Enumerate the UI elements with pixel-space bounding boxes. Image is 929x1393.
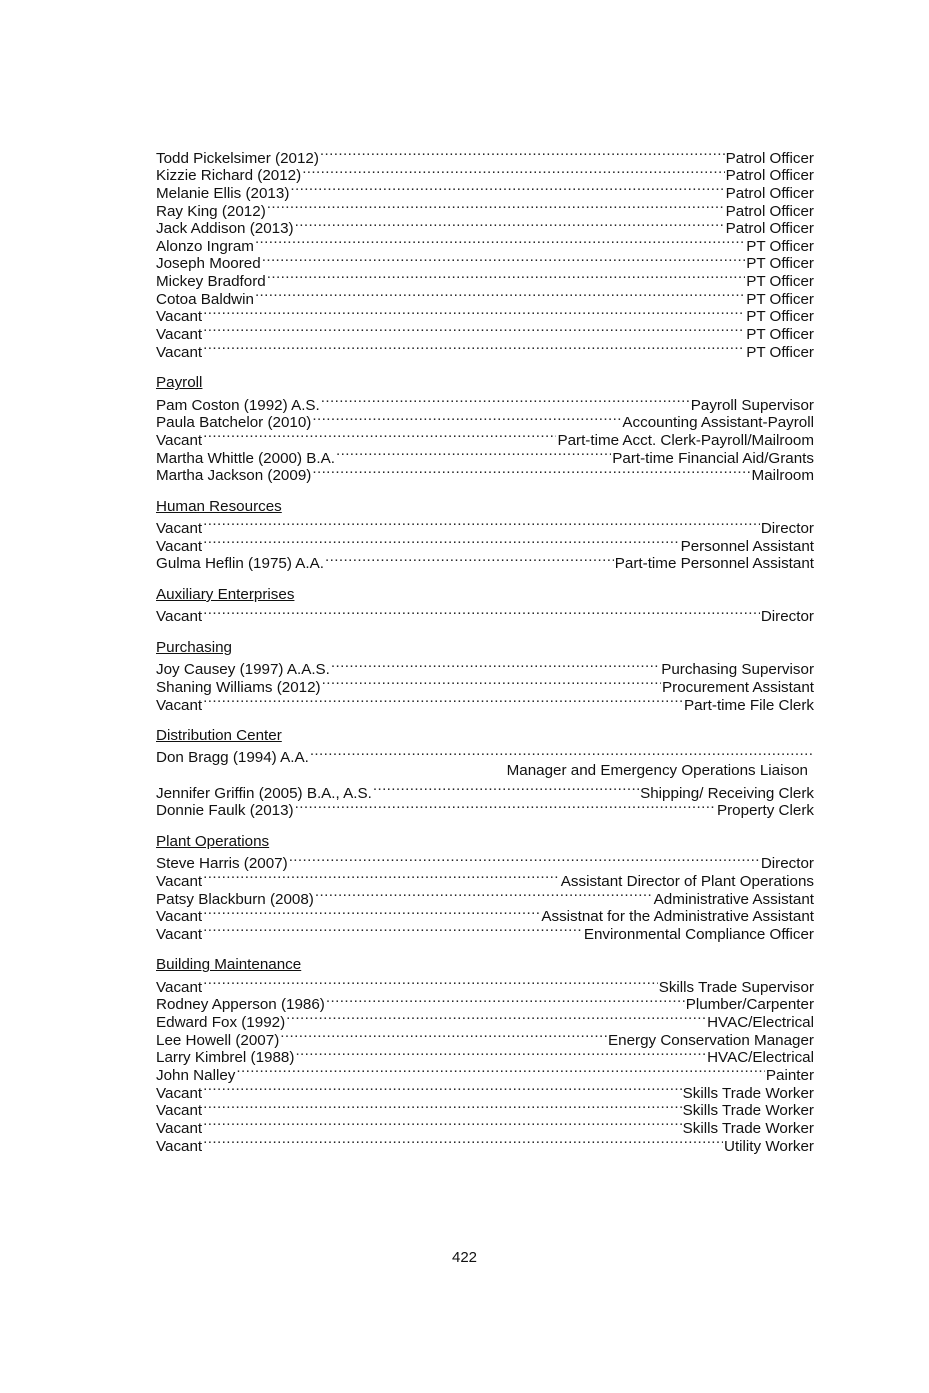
staff-name: Steve Harris (2007)	[156, 855, 288, 873]
section-heading: Auxiliary Enterprises	[156, 586, 295, 604]
staff-title: Patrol Officer	[725, 184, 814, 202]
staff-name: Edward Fox (1992)	[156, 1014, 286, 1032]
staff-title: Skills Trade Supervisor	[658, 978, 814, 996]
staff-title-continuation: Manager and Emergency Operations Liaison	[506, 762, 808, 780]
staff-title: Director	[760, 855, 814, 873]
directory-entry	[156, 145, 814, 167]
staff-name: Martha Jackson (2009)	[156, 467, 312, 485]
staff-name: Patsy Blackburn (2008)	[156, 890, 314, 908]
staff-name: Donnie Faulk (2013)	[156, 802, 294, 820]
staff-title: Environmental Compliance Officer	[583, 925, 814, 943]
directory-section	[156, 956, 814, 1155]
section-heading: Purchasing	[156, 638, 232, 656]
staff-title: Skills Trade Worker	[682, 1119, 814, 1137]
dot-leader	[203, 304, 745, 322]
directory-section	[156, 638, 814, 714]
directory-entry	[156, 392, 814, 414]
staff-title: Part-time Financial Aid/Grants	[612, 449, 814, 467]
directory-entry	[156, 515, 814, 538]
staff-title: PT Officer	[746, 308, 814, 326]
section-heading: Distribution Center	[156, 727, 282, 745]
dot-leader	[321, 392, 690, 410]
staff-name: Kizzie Richard (2012)	[156, 167, 302, 185]
staff-title: Patrol Officer	[725, 220, 814, 238]
section-heading: Plant Operations	[156, 832, 270, 850]
staff-name: Vacant	[156, 343, 203, 361]
staff-title: Skills Trade Worker	[682, 1084, 814, 1102]
dot-leader	[312, 463, 750, 481]
directory-entry	[156, 974, 814, 996]
staff-title: Property Clerk	[716, 802, 814, 820]
dot-leader	[203, 904, 540, 922]
staff-name: Vacant	[156, 608, 203, 626]
dot-leader	[267, 268, 745, 286]
staff-name: Joseph Moored	[156, 255, 261, 273]
dot-leader	[312, 410, 621, 428]
dot-leader	[315, 886, 653, 904]
staff-name: Vacant	[156, 537, 203, 555]
staff-name: Vacant	[156, 431, 203, 449]
dot-leader	[320, 145, 725, 163]
staff-title: Mailroom	[751, 467, 814, 485]
directory-entry	[156, 533, 814, 555]
staff-name: Jack Addison (2013)	[156, 220, 294, 238]
staff-title: PT Officer	[746, 290, 814, 308]
dot-leader	[310, 745, 813, 763]
directory-section	[156, 145, 814, 361]
staff-title: Shipping/ Receiving Clerk	[640, 784, 814, 802]
staff-name: Vacant	[156, 696, 203, 714]
dot-leader	[295, 1045, 706, 1063]
dot-leader	[203, 1115, 681, 1133]
staff-name: Todd Pickelsimer (2012)	[156, 149, 319, 167]
staff-title: Plumber/Carpenter	[685, 996, 814, 1014]
staff-title: Accounting Assistant-Payroll	[622, 414, 814, 432]
directory-entry	[156, 304, 814, 326]
dot-leader	[262, 251, 745, 269]
dot-leader	[267, 198, 725, 216]
staff-name: Vacant	[156, 925, 203, 943]
directory-entry	[156, 251, 814, 273]
staff-title: Assistnat for the Administrative Assistant	[541, 908, 814, 926]
staff-title: PT Officer	[746, 326, 814, 344]
staff-title: HVAC/Electrical	[707, 1049, 814, 1067]
staff-title: Energy Conservation Manager	[608, 1031, 814, 1049]
staff-title: Administrative Assistant	[653, 890, 814, 908]
dot-leader	[326, 992, 685, 1010]
staff-title: Part-time Acct. Clerk-Payroll/Mailroom	[557, 431, 814, 449]
dot-leader	[302, 163, 724, 181]
staff-title: Painter	[765, 1066, 814, 1084]
staff-title: Patrol Officer	[725, 167, 814, 185]
staff-name: Martha Whittle (2000) B.A.	[156, 449, 335, 467]
directory-section	[156, 374, 814, 485]
staff-name: Vacant	[156, 520, 203, 538]
section-heading: Human Resources	[156, 497, 282, 515]
staff-name: Jennifer Griffin (2005) B.A., A.S.	[156, 784, 372, 802]
directory-entry	[156, 745, 814, 767]
dot-leader	[331, 657, 660, 675]
directory-entry	[156, 657, 814, 679]
staff-name: Lee Howell (2007)	[156, 1031, 280, 1049]
directory-entry	[156, 339, 814, 361]
staff-title: Utility Worker	[723, 1137, 814, 1155]
page-number: 422	[451, 1249, 478, 1266]
staff-name: Vacant	[156, 1084, 203, 1102]
staff-title: Purchasing Supervisor	[661, 661, 814, 679]
staff-title: HVAC/Electrical	[707, 1014, 814, 1032]
staff-name: Cotoa Baldwin	[156, 290, 254, 308]
dot-leader	[373, 780, 639, 798]
staff-name: Alonzo Ingram	[156, 237, 254, 255]
dot-leader	[203, 1098, 681, 1116]
dot-leader	[322, 674, 661, 692]
staff-name: Joy Causey (1997) A.A.S.	[156, 661, 330, 679]
staff-title: Part-time File Clerk	[684, 696, 814, 714]
staff-name: Vacant	[156, 908, 203, 926]
dot-leader	[280, 1027, 607, 1045]
staff-title: Director	[760, 608, 814, 626]
directory-section	[156, 497, 814, 573]
section-heading: Building Maintenance	[156, 956, 302, 974]
dot-leader	[203, 533, 679, 551]
directory-entry	[156, 233, 814, 255]
staff-name: Vacant	[156, 308, 203, 326]
dot-leader	[203, 321, 745, 339]
staff-directory	[156, 145, 814, 1155]
dot-leader	[236, 1062, 765, 1080]
staff-name: Mickey Bradford	[156, 273, 266, 291]
directory-entry	[156, 321, 814, 344]
dot-leader	[203, 515, 760, 533]
dot-leader	[290, 180, 724, 198]
staff-title: Payroll Supervisor	[690, 396, 814, 414]
directory-entry	[156, 604, 814, 626]
staff-title: Procurement Assistant	[662, 678, 814, 696]
dot-leader	[203, 427, 556, 445]
staff-name: Shaning Williams (2012)	[156, 678, 321, 696]
directory-entry	[156, 1080, 814, 1102]
staff-name: Ray King (2012)	[156, 202, 266, 220]
dot-leader	[203, 974, 658, 992]
staff-title: Patrol Officer	[725, 202, 814, 220]
dot-leader	[203, 868, 560, 886]
staff-title: PT Officer	[746, 237, 814, 255]
directory-section	[156, 586, 814, 626]
directory-section	[156, 832, 814, 943]
dot-leader	[203, 339, 745, 357]
staff-name: Larry Kimbrel (1988)	[156, 1049, 295, 1067]
staff-title: Skills Trade Worker	[682, 1102, 814, 1120]
staff-name: Vacant	[156, 326, 203, 344]
staff-name: Vacant	[156, 1102, 203, 1120]
directory-entry	[156, 1133, 814, 1155]
staff-name: Vacant	[156, 872, 203, 890]
staff-title: PT Officer	[746, 343, 814, 361]
staff-name: Vacant	[156, 978, 203, 996]
dot-leader	[203, 921, 583, 939]
dot-leader	[325, 551, 614, 569]
staff-title: PT Officer	[746, 255, 814, 273]
staff-name: Pam Coston (1992) A.S.	[156, 396, 320, 414]
directory-section	[156, 727, 814, 820]
staff-title: Assistant Director of Plant Operations	[560, 872, 814, 890]
directory-entry	[156, 1062, 814, 1084]
section-heading: Payroll	[156, 374, 203, 392]
staff-name: Melanie Ellis (2013)	[156, 184, 290, 202]
staff-title: Director	[760, 520, 814, 538]
dot-leader	[286, 1009, 706, 1027]
staff-title: Part-time Personnel Assistant	[614, 555, 814, 573]
dot-leader	[203, 1080, 681, 1098]
directory-entry	[156, 780, 814, 802]
dot-leader	[295, 798, 716, 816]
dot-leader	[255, 286, 745, 304]
staff-name: Don Bragg (1994) A.A.	[156, 749, 309, 767]
dot-leader	[336, 445, 611, 463]
dot-leader	[203, 692, 683, 710]
staff-name: Vacant	[156, 1137, 203, 1155]
directory-entry	[156, 868, 814, 890]
staff-name: Vacant	[156, 1119, 203, 1137]
dot-leader	[203, 1133, 723, 1151]
directory-entry	[156, 286, 814, 308]
staff-name: Rodney Apperson (1986)	[156, 996, 325, 1014]
staff-title: PT Officer	[746, 273, 814, 291]
dot-leader	[295, 216, 725, 234]
staff-name: John Nalley	[156, 1066, 236, 1084]
dot-leader	[289, 851, 760, 869]
staff-name: Paula Batchelor (2010)	[156, 414, 312, 432]
staff-title: Patrol Officer	[725, 149, 814, 167]
directory-entry	[156, 851, 814, 873]
dot-leader	[203, 604, 760, 622]
staff-title: Personnel Assistant	[680, 537, 814, 555]
dot-leader	[255, 233, 745, 251]
staff-name: Gulma Heflin (1975) A.A.	[156, 555, 324, 573]
